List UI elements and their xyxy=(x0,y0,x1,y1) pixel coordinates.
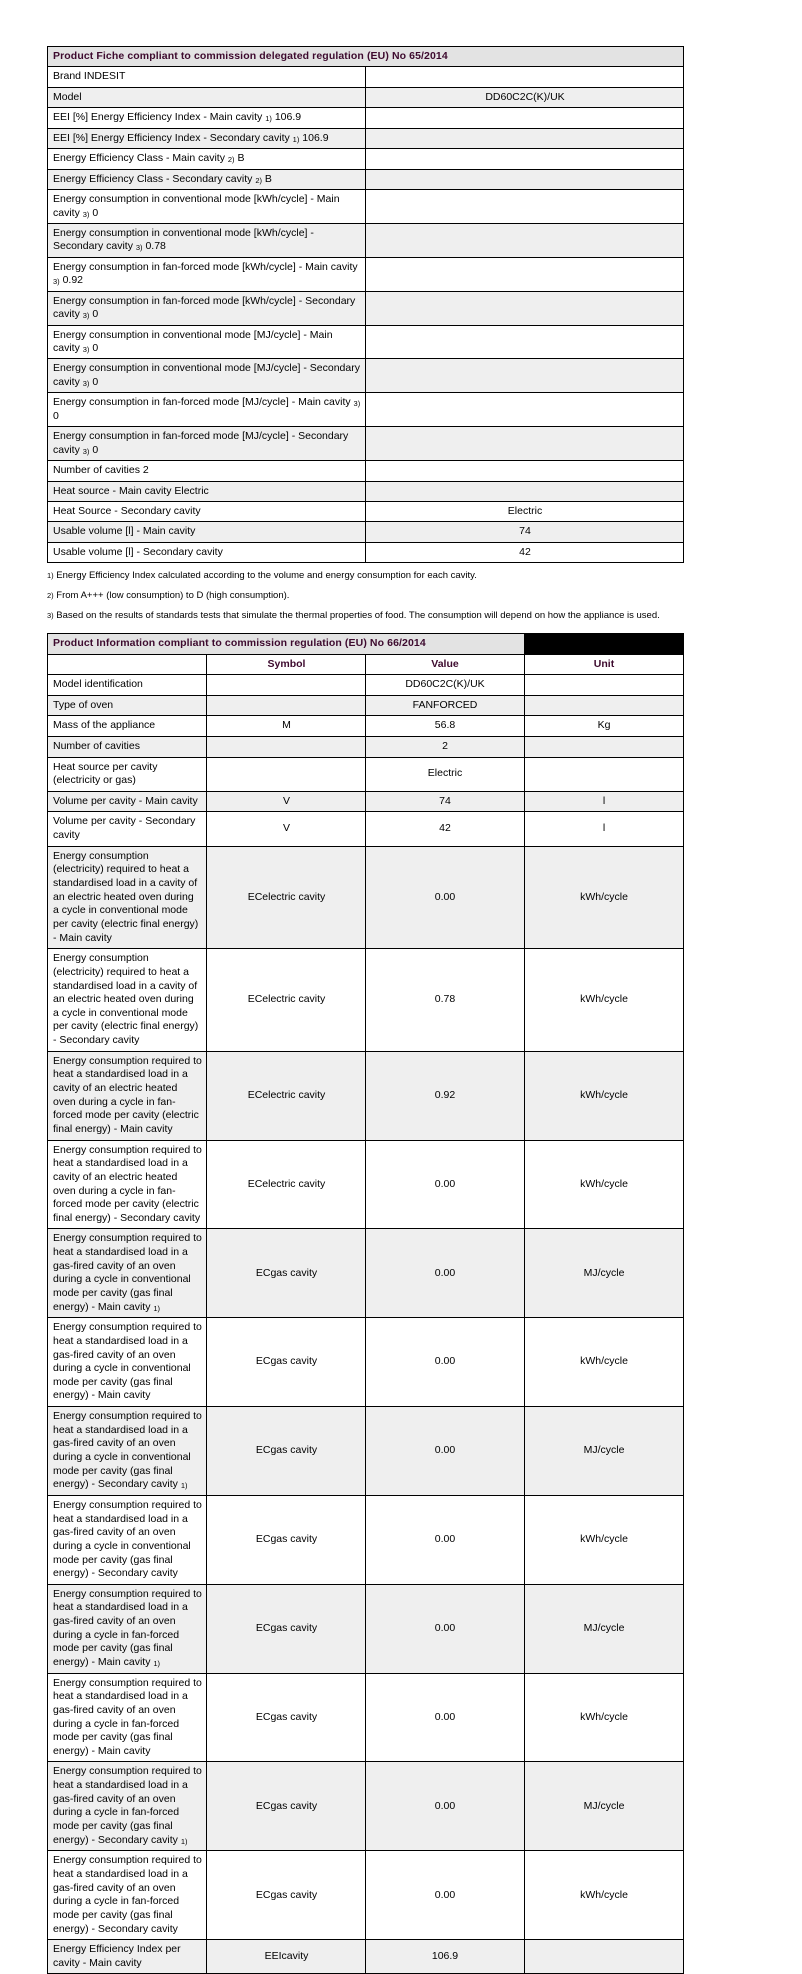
product-information-table xyxy=(47,633,684,1974)
fiche-row-label xyxy=(48,257,366,291)
fiche-row-label-text: Usable volume [l] - Secondary cavity xyxy=(53,545,223,558)
info-row xyxy=(48,757,684,791)
info-row-value: 74 xyxy=(366,791,525,812)
fiche-row-label-footnote-marker: 3) xyxy=(53,277,60,287)
fiche-row-label-text: Brand INDESIT xyxy=(53,70,126,83)
info-row-label-text: Type of oven xyxy=(53,698,114,711)
info-row-label-text: Energy consumption required to heat a standardised load in a cavity of an electric heated oven during a cycle in fan-forced mode per cavity (electric final energy) - Secondary cavity xyxy=(53,1143,202,1224)
footnote xyxy=(47,610,684,623)
product-fiche-body xyxy=(48,47,684,67)
info-row-label xyxy=(48,675,207,696)
fiche-row xyxy=(48,87,684,107)
info-row-label-text: Mass of the appliance xyxy=(53,719,156,732)
info-row-unit: MJ/cycle xyxy=(525,1407,684,1496)
fiche-row-label xyxy=(48,501,366,521)
fiche-row-label xyxy=(48,325,366,359)
fiche-row-label xyxy=(48,108,366,128)
fiche-row-label-text: Energy consumption in conventional mode [kWh/cycle] - Main cavity xyxy=(53,193,340,219)
fiche-row-label-footnote-marker: 3) xyxy=(82,446,90,456)
info-row-unit: MJ/cycle xyxy=(525,1229,684,1318)
fiche-row-label-text: Energy consumption in fan-forced mode [kWh/cycle] - Secondary cavity xyxy=(53,294,356,321)
info-row-label-text: Energy consumption (electricity) required to heat a standardised load in a cavity of an electric heated oven during a cycle in conventional mode per cavity (electric final energy) - Secondary cavity xyxy=(53,952,199,1047)
info-row-symbol: ECgas cavity xyxy=(207,1673,366,1762)
info-row-value: Electric xyxy=(366,757,525,791)
fiche-row xyxy=(48,190,684,224)
info-row-symbol: ECgas cavity xyxy=(207,1584,366,1673)
info-row-label xyxy=(48,736,207,757)
info-row-label-text: Energy consumption required to heat a standardised load in a gas-fired cavity of an oven during a cycle in fan-forced mode per cavity (gas final energy) - Secondary cavity xyxy=(53,1854,202,1935)
info-row-value: 2 xyxy=(366,736,525,757)
info-row-symbol: ECgas cavity xyxy=(207,1762,366,1851)
fiche-row xyxy=(48,542,684,562)
info-row-unit: l xyxy=(525,812,684,846)
info-row-unit: kWh/cycle xyxy=(525,1318,684,1407)
fiche-row-label-footnote-marker: 3) xyxy=(82,378,90,388)
fiche-row-label-footnote-marker: 2) xyxy=(255,175,262,185)
info-row-value: 106.9 xyxy=(366,1940,525,1974)
info-row-label-text: Energy Efficiency Index per cavity - Main cavity xyxy=(53,1943,181,1969)
info-row-label-text: Number of cavities xyxy=(53,739,140,752)
info-row-symbol: V xyxy=(207,791,366,812)
info-row-value: FANFORCED xyxy=(366,695,525,716)
fiche-row-label-text: Energy consumption in conventional mode [MJ/cycle] - Main cavity xyxy=(53,328,333,354)
info-row-symbol xyxy=(207,695,366,716)
fiche-row-label-inline-value: 106.9 xyxy=(271,111,302,124)
fiche-row-label-text: Energy consumption in fan-forced mode [kWh/cycle] - Main cavity xyxy=(53,260,358,273)
info-row xyxy=(48,1673,684,1762)
info-row-label-text: Volume per cavity - Secondary cavity xyxy=(53,815,196,842)
info-row-value: 0.00 xyxy=(366,846,525,948)
fiche-row xyxy=(48,67,684,87)
footnote-text: Based on the results of standards tests that simulate the thermal properties of food. The consumption will depend on how the appliance is used. xyxy=(53,609,660,621)
fiche-row-label-inline-value: 0.78 xyxy=(142,240,166,253)
fiche-row-label-footnote-marker: 3) xyxy=(135,243,143,253)
fiche-row-label xyxy=(48,87,366,107)
info-row-symbol: ECelectric cavity xyxy=(207,949,366,1051)
fiche-row-label-inline-value: 0 xyxy=(89,443,99,456)
column-header-symbol: Symbol xyxy=(207,654,366,674)
fiche-row-value xyxy=(366,128,684,148)
info-row xyxy=(48,1407,684,1496)
info-row-unit xyxy=(525,675,684,696)
info-row-symbol: M xyxy=(207,716,366,737)
fiche-row xyxy=(48,149,684,169)
fiche-row-label-text: EEI [%] Energy Efficiency Index - Main cavity xyxy=(53,111,266,124)
fiche-row-label xyxy=(48,291,366,325)
info-row xyxy=(48,791,684,812)
info-row xyxy=(48,1051,684,1140)
info-row-value: 56.8 xyxy=(366,716,525,737)
info-row xyxy=(48,812,684,846)
product-information-head xyxy=(48,634,684,675)
fiche-row xyxy=(48,501,684,521)
info-row-label-text: Heat source per cavity (electricity or gas) xyxy=(53,760,158,787)
info-row-label-footnote-marker: 1) xyxy=(153,1303,161,1313)
product-fiche-title: Product Fiche compliant to commission delegated regulation (EU) No 65/2014 xyxy=(48,47,684,67)
footnote xyxy=(47,590,684,603)
fiche-row xyxy=(48,427,684,461)
fiche-row-label xyxy=(48,223,366,257)
info-row-symbol: ECelectric cavity xyxy=(207,846,366,948)
fiche-row-label-text: Heat Source - Secondary cavity xyxy=(53,504,201,517)
info-row-value: 42 xyxy=(366,812,525,846)
info-row-value: 0.78 xyxy=(366,949,525,1051)
info-row-label-text: Energy consumption required to heat a standardised load in a cavity of an electric heated oven during a cycle in fan-forced mode per cavity (electric final energy) - Main cavity xyxy=(53,1054,202,1135)
info-row-label xyxy=(48,1229,207,1318)
fiche-row xyxy=(48,393,684,427)
info-row-label-text: Volume per cavity - Main cavity xyxy=(53,794,198,807)
info-row xyxy=(48,1495,684,1584)
fiche-row xyxy=(48,481,684,501)
fiche-row-value xyxy=(366,67,684,87)
info-row-label-text: Energy consumption required to heat a standardised load in a gas-fired cavity of an oven during a cycle in fan-forced mode per cavity (gas final energy) - Main cavity xyxy=(53,1676,202,1757)
fiche-row-label-inline-value: 0 xyxy=(89,375,99,388)
info-row-unit: MJ/cycle xyxy=(525,1584,684,1673)
column-header-value: Value xyxy=(366,654,525,674)
info-row-symbol: ECelectric cavity xyxy=(207,1051,366,1140)
fiche-row-value: 74 xyxy=(366,522,684,542)
fiche-row xyxy=(48,461,684,481)
info-row-value: 0.00 xyxy=(366,1851,525,1940)
info-row-unit: Kg xyxy=(525,716,684,737)
info-row-label xyxy=(48,757,207,791)
fiche-row-value xyxy=(366,481,684,501)
info-row-label-text: Model identification xyxy=(53,678,143,690)
fiche-row-label xyxy=(48,169,366,189)
info-row-unit: kWh/cycle xyxy=(525,1051,684,1140)
info-row-symbol: ECgas cavity xyxy=(207,1407,366,1496)
info-row-symbol: ECelectric cavity xyxy=(207,1140,366,1229)
fiche-row-value xyxy=(366,325,684,359)
info-row-unit: l xyxy=(525,791,684,812)
info-row-label-text: Energy consumption (electricity) required to heat a standardised load in a cavity of an electric heated oven during a cycle in conventional mode per cavity (electric final energy) - Main cavity xyxy=(53,849,199,944)
fiche-row-label-text: Energy consumption in fan-forced mode [MJ/cycle] - Main cavity xyxy=(53,396,354,409)
info-row-value: 0.92 xyxy=(366,1051,525,1140)
product-information-title-row xyxy=(48,634,684,654)
fiche-row-label-inline-value: 0 xyxy=(53,409,59,422)
info-row-symbol: EEIcavity xyxy=(207,1940,366,1974)
info-row-value: 0.00 xyxy=(366,1495,525,1584)
info-row-label xyxy=(48,846,207,948)
footnote-text: Energy Efficiency Index calculated according to the volume and energy consumption for each cavity. xyxy=(53,570,477,582)
footnote-number: 2) xyxy=(47,590,54,600)
title-black-filler xyxy=(525,634,684,654)
fiche-row-label-inline-value: 0.92 xyxy=(59,274,84,287)
info-row-label xyxy=(48,1673,207,1762)
info-row-label xyxy=(48,695,207,716)
info-row xyxy=(48,1584,684,1673)
info-row-unit: kWh/cycle xyxy=(525,1495,684,1584)
info-row-symbol xyxy=(207,675,366,696)
info-row xyxy=(48,846,684,948)
fiche-row-value xyxy=(366,223,684,257)
fiche-row xyxy=(48,223,684,257)
info-row-label xyxy=(48,949,207,1051)
fiche-row-label-text: EEI [%] Energy Efficiency Index - Secondary cavity xyxy=(53,131,293,144)
info-row-label xyxy=(48,1495,207,1584)
fiche-row-label xyxy=(48,149,366,169)
info-row-unit: kWh/cycle xyxy=(525,1673,684,1762)
fiche-row-label-footnote-marker: 1) xyxy=(265,114,272,124)
fiche-row xyxy=(48,128,684,148)
fiche-row-label-text: Energy consumption in fan-forced mode [MJ/cycle] - Secondary cavity xyxy=(53,430,349,456)
info-row-value: DD60C2C(K)/UK xyxy=(366,675,525,696)
fiche-row-label xyxy=(48,427,366,461)
fiche-row-label xyxy=(48,393,366,427)
info-row-unit: MJ/cycle xyxy=(525,1762,684,1851)
info-row-label xyxy=(48,1584,207,1673)
info-row-unit xyxy=(525,695,684,716)
fiche-row-label-text: Energy Efficiency Class - Secondary cavity xyxy=(53,172,256,185)
info-row xyxy=(48,736,684,757)
footnote xyxy=(47,570,684,583)
info-row-label-text: Energy consumption required to heat a standardised load in a gas-fired cavity of an oven during a cycle in conventional mode per cavity (gas final energy) - Main cavity xyxy=(53,1321,202,1402)
product-fiche-table xyxy=(47,46,684,563)
info-row-symbol: ECgas cavity xyxy=(207,1229,366,1318)
info-row-label xyxy=(48,812,207,846)
fiche-row-label-footnote-marker: 3) xyxy=(82,311,90,321)
fiche-row xyxy=(48,359,684,393)
info-row-label-text: Energy consumption required to heat a standardised load in a gas-fired cavity of an oven during a cycle in conventional mode per cavity (gas final energy) - Secondary cavity xyxy=(53,1498,202,1580)
info-row-symbol: ECgas cavity xyxy=(207,1495,366,1584)
info-row-label-footnote-marker: 1) xyxy=(180,1836,188,1846)
info-row-symbol: V xyxy=(207,812,366,846)
info-row-value: 0.00 xyxy=(366,1584,525,1673)
fiche-row-label-inline-value: 0 xyxy=(89,308,99,321)
info-row-symbol: ECgas cavity xyxy=(207,1318,366,1407)
info-row-label-text: Energy consumption required to heat a standardised load in a gas-fired cavity of an oven during a cycle in conventional mode per cavity (gas final energy) - Main cavity xyxy=(53,1232,202,1313)
fiche-row-label-footnote-marker: 3) xyxy=(82,345,90,354)
info-row xyxy=(48,1318,684,1407)
info-row-value: 0.00 xyxy=(366,1140,525,1229)
fiche-row-value: 42 xyxy=(366,542,684,562)
info-row xyxy=(48,1229,684,1318)
info-row-value: 0.00 xyxy=(366,1673,525,1762)
fiche-row-label xyxy=(48,128,366,148)
info-row-label-text: Energy consumption required to heat a standardised load in a gas-fired cavity of an oven during a cycle in fan-forced mode per cavity (gas final energy) - Main cavity xyxy=(53,1587,202,1668)
info-row xyxy=(48,1851,684,1940)
info-row xyxy=(48,1140,684,1229)
info-row-symbol: ECgas cavity xyxy=(207,1851,366,1940)
fiche-row xyxy=(48,325,684,359)
fiche-row-value xyxy=(366,461,684,481)
fiche-row-value: DD60C2C(K)/UK xyxy=(366,87,684,107)
fiche-row-value xyxy=(366,393,684,427)
footnote-text: From A+++ (low consumption) to D (high consumption). xyxy=(53,589,290,601)
fiche-row-label-footnote-marker: 1) xyxy=(292,134,300,144)
info-row-symbol xyxy=(207,757,366,791)
info-row-label-footnote-marker: 1) xyxy=(153,1659,161,1668)
fiche-row-value xyxy=(366,190,684,224)
fiche-row-label-inline-value: B xyxy=(234,152,245,165)
fiche-row xyxy=(48,169,684,189)
fiche-row-value xyxy=(366,291,684,325)
info-row-label xyxy=(48,716,207,737)
product-information-title: Product Information compliant to commission regulation (EU) No 66/2014 xyxy=(48,634,525,654)
info-row xyxy=(48,949,684,1051)
fiche-row-label-text: Energy consumption in conventional mode [MJ/cycle] - Secondary cavity xyxy=(53,362,360,388)
footnotes-block xyxy=(47,570,684,622)
fiche-row-label-inline-value: B xyxy=(261,172,272,185)
fiche-row-label xyxy=(48,461,366,481)
info-row-label xyxy=(48,791,207,812)
info-row xyxy=(48,1762,684,1851)
info-row-label-text: Energy consumption required to heat a standardised load in a gas-fired cavity of an oven during a cycle in conventional mode per cavity (gas final energy) - Secondary cavity xyxy=(53,1410,202,1491)
product-information-rows xyxy=(48,675,684,1974)
info-row-label xyxy=(48,1051,207,1140)
product-information-column-headers xyxy=(48,654,684,674)
fiche-row xyxy=(48,291,684,325)
fiche-row-label-footnote-marker: 3) xyxy=(82,209,90,219)
info-row xyxy=(48,1940,684,1974)
fiche-row xyxy=(48,108,684,128)
info-row-unit: kWh/cycle xyxy=(525,1851,684,1940)
fiche-row-label-text: Usable volume [l] - Main cavity xyxy=(53,525,196,538)
info-row-label xyxy=(48,1407,207,1496)
info-row-value: 0.00 xyxy=(366,1229,525,1318)
footnote-number: 3) xyxy=(47,610,54,620)
info-row xyxy=(48,675,684,696)
fiche-row-label-text: Model xyxy=(53,90,82,103)
info-row-value: 0.00 xyxy=(366,1407,525,1496)
fiche-row-label xyxy=(48,522,366,542)
fiche-row-label xyxy=(48,359,366,393)
fiche-row-label xyxy=(48,190,366,224)
info-row xyxy=(48,716,684,737)
fiche-row-label-text: Energy Efficiency Class - Main cavity xyxy=(53,152,228,165)
fiche-row-label xyxy=(48,67,366,87)
info-row-unit xyxy=(525,1940,684,1974)
info-row-label-footnote-marker: 1) xyxy=(180,1481,188,1491)
info-row-label xyxy=(48,1762,207,1851)
info-row-label xyxy=(48,1318,207,1407)
info-row-unit: kWh/cycle xyxy=(525,846,684,948)
info-row-unit xyxy=(525,757,684,791)
info-row-unit xyxy=(525,736,684,757)
info-row-value: 0.00 xyxy=(366,1318,525,1407)
fiche-row-value xyxy=(366,169,684,189)
fiche-row-label-inline-value: 0 xyxy=(89,206,99,219)
fiche-row-label-inline-value: 0 xyxy=(89,342,99,354)
product-fiche-rows xyxy=(48,67,684,563)
footnote-number: 1) xyxy=(47,571,54,581)
product-fiche-title-row xyxy=(48,47,684,67)
info-row-label-text: Energy consumption required to heat a standardised load in a gas-fired cavity of an oven during a cycle in fan-forced mode per cavity (gas final energy) - Secondary cavity xyxy=(53,1765,202,1846)
info-row-value: 0.00 xyxy=(366,1762,525,1851)
fiche-row-value xyxy=(366,359,684,393)
fiche-row-label-footnote-marker: 3) xyxy=(353,399,361,409)
fiche-row-value: Electric xyxy=(366,501,684,521)
info-row-label xyxy=(48,1140,207,1229)
fiche-row-value xyxy=(366,427,684,461)
info-row xyxy=(48,695,684,716)
fiche-row-value xyxy=(366,257,684,291)
info-row-unit: kWh/cycle xyxy=(525,949,684,1051)
fiche-row-label xyxy=(48,542,366,562)
fiche-row-value xyxy=(366,108,684,128)
column-header-unit: Unit xyxy=(525,654,684,674)
fiche-row xyxy=(48,257,684,291)
column-header-blank xyxy=(48,654,207,674)
info-row-symbol xyxy=(207,736,366,757)
fiche-row-label-footnote-marker: 2) xyxy=(227,155,235,165)
info-row-label xyxy=(48,1940,207,1974)
fiche-row-label-text: Energy consumption in conventional mode [kWh/cycle] - Secondary cavity xyxy=(53,226,314,253)
info-row-label xyxy=(48,1851,207,1940)
info-row-unit: kWh/cycle xyxy=(525,1140,684,1229)
fiche-row xyxy=(48,522,684,542)
fiche-row-value xyxy=(366,149,684,169)
fiche-row-label xyxy=(48,481,366,501)
fiche-row-label-text: Heat source - Main cavity Electric xyxy=(53,484,209,497)
fiche-row-label-inline-value: 106.9 xyxy=(299,131,329,144)
fiche-row-label-text: Number of cavities 2 xyxy=(53,464,149,477)
